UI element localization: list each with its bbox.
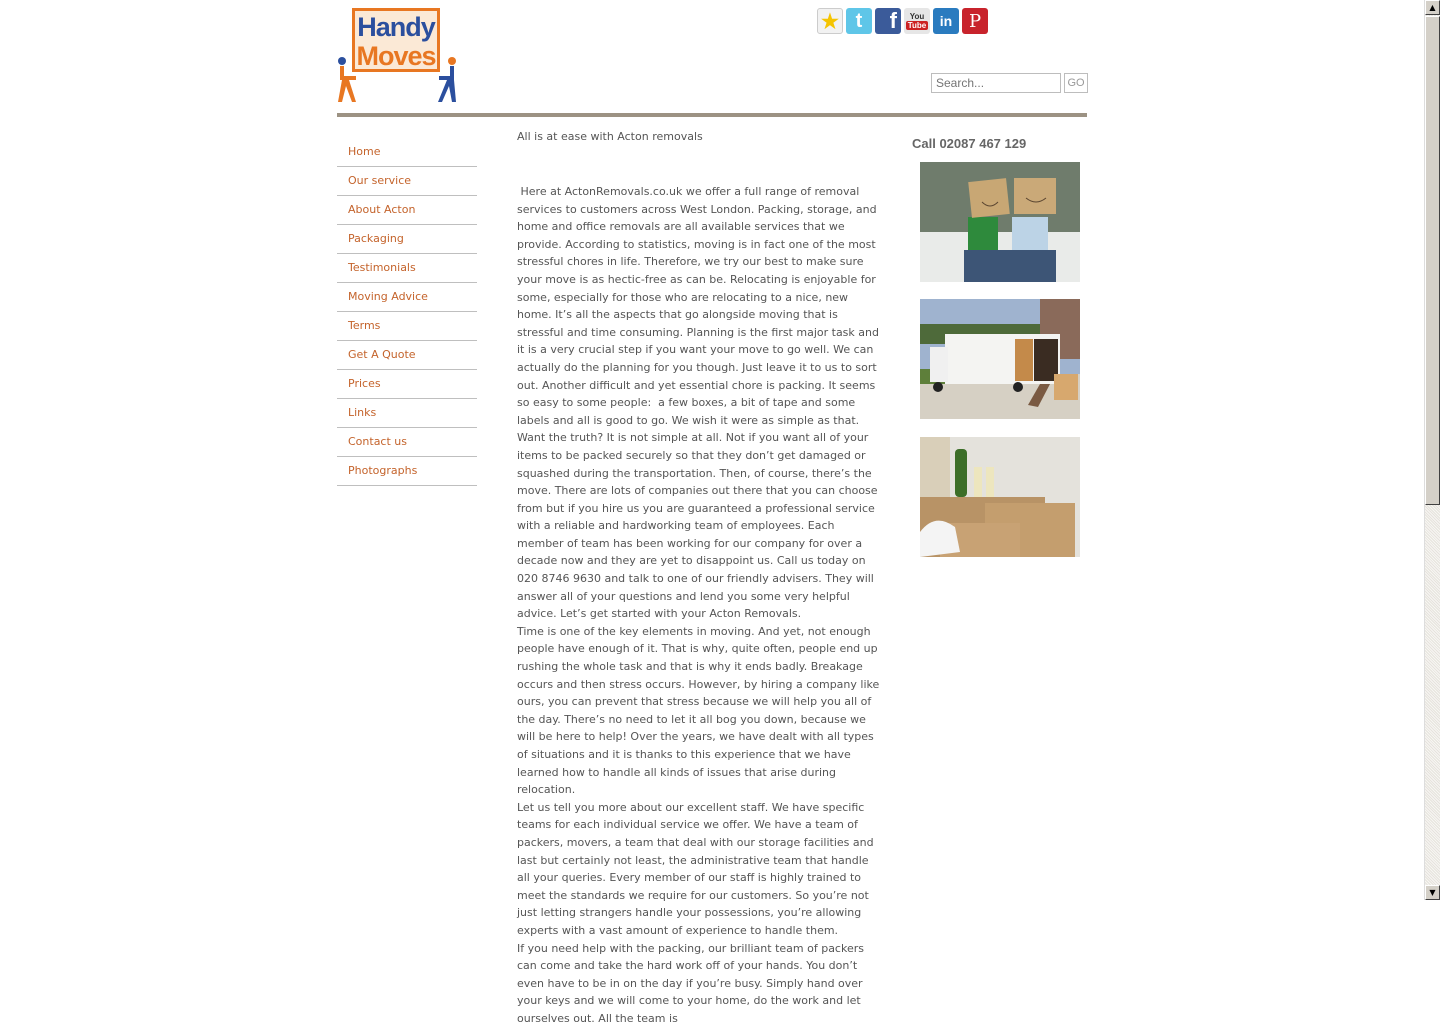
- vertical-scrollbar[interactable]: [1424, 0, 1440, 900]
- nav-item-prices[interactable]: Prices: [337, 370, 477, 399]
- scroll-up-arrow-icon[interactable]: ▲: [1425, 0, 1440, 15]
- nav-item-photographs[interactable]: Photographs: [337, 457, 477, 486]
- scroll-down-arrow-icon[interactable]: ▼: [1425, 885, 1440, 900]
- main-navigation: [337, 138, 477, 486]
- content-body: [517, 183, 882, 1028]
- facebook-icon[interactable]: [875, 8, 901, 34]
- nav-item-terms[interactable]: Terms: [337, 312, 477, 341]
- right-sidebar: [912, 136, 1087, 151]
- orange-mover-figure-icon: [337, 56, 361, 104]
- boxes-and-champagne-photo: [920, 437, 1080, 557]
- logo-text-moves: Moves: [356, 41, 436, 71]
- favorite-glyph: ★: [821, 10, 839, 33]
- moving-truck-image: [920, 299, 1080, 419]
- boxes-and-champagne-image: [920, 437, 1080, 557]
- social-icons: [817, 8, 988, 34]
- content-paragraph: If you need help with the packing, our brilliant team of packers can come and take the hard work off of your hands. You don’t even have to be in on the day if you’re busy. Simply hand over your keys and we will come to your home, do the work and let ourselves out. All the team is: [517, 941, 864, 1025]
- nav-item-about-acton[interactable]: About Acton: [337, 196, 477, 225]
- moving-truck-photo: [920, 299, 1080, 419]
- nav-item-packaging[interactable]: Packaging: [337, 225, 477, 254]
- nav-item-links[interactable]: Links: [337, 399, 477, 428]
- youtube-icon[interactable]: [904, 8, 930, 34]
- scrollbar-thumb[interactable]: [1425, 16, 1440, 505]
- twitter-icon[interactable]: [846, 8, 872, 34]
- handy-moves-logo[interactable]: [337, 6, 459, 106]
- couple-with-boxes-photo: [920, 162, 1080, 282]
- linkedin-icon[interactable]: [933, 8, 959, 34]
- facebook-glyph: f: [889, 8, 897, 33]
- couple-with-boxes-image: [920, 162, 1080, 282]
- favorite-star-icon[interactable]: [817, 8, 843, 34]
- header-divider: [337, 113, 1087, 117]
- logo-board: [352, 8, 440, 72]
- pinterest-glyph: P: [968, 10, 982, 32]
- nav-item-moving-advice[interactable]: Moving Advice: [337, 283, 477, 312]
- content-paragraph: Time is one of the key elements in moving. And yet, not enough people have enough of it. That is why, quite often, people end up rushing the whole task and that is why it ends badly. Breakage occurs and then stress occurs. However, by hiring a company like ours, you can prevent that stress because we will help you all of the day. There’s no need to let it all bog you down, because we will be here to help! Over the years, we have dealt with all types of situations and it is thanks to this experience that we have learned how to handle all kinds of issues that arise during relocation.: [517, 624, 880, 797]
- blue-mover-figure-icon: [435, 56, 459, 104]
- nav-item-contact-us[interactable]: Contact us: [337, 428, 477, 457]
- main-content: [517, 128, 882, 1028]
- nav-item-home[interactable]: Home: [337, 138, 477, 167]
- youtube-glyph-you: You: [909, 12, 925, 21]
- page-title: All is at ease with Acton removals: [517, 130, 703, 143]
- nav-item-our-service[interactable]: Our service: [337, 167, 477, 196]
- content-paragraph: Let us tell you more about our excellent staff. We have specific teams for each individual service we offer. We have a team of packers, movers, a team that deal with our storage facilities and last but certainly not least, the administrative team that handle all your queries. Every member of our staff is highly trained to meet the standards we require for our customers. So you’re not just letting strangers handle your possessions, you’re allowing experts with a vast amount of experience to handle them.: [517, 800, 874, 937]
- linkedin-glyph: in: [939, 13, 953, 29]
- search-input[interactable]: [931, 73, 1061, 93]
- search-form: [931, 73, 1088, 93]
- search-go-button[interactable]: GO: [1064, 73, 1088, 93]
- logo-text-handy: Handy: [357, 12, 435, 42]
- pinterest-icon[interactable]: [962, 8, 988, 34]
- youtube-glyph-tube: Tube: [907, 21, 927, 30]
- nav-item-testimonials[interactable]: Testimonials: [337, 254, 477, 283]
- nav-item-get-a-quote[interactable]: Get A Quote: [337, 341, 477, 370]
- phone-number: Call 02087 467 129: [912, 136, 1027, 151]
- content-paragraph: Here at ActonRemovals.co.uk we offer a full range of removal services to customers across West London. Packing, storage, and home and office removals are all available services that we provide. According to statistics, moving is in fact one of the most stressful chores in life. Therefore, we try our best to make sure your move is as hectic-free as can be. Relocating is enjoyable for some, especially for those who are relocating to a nice, new home. It’s all the aspects that go alongside moving that is stressful and time consuming. Planning is the first major task and it is a very crucial step if you want your move to go well. We can actually do the planning for you though. Just leave it to us to sort out. Another difficult and yet essential chore is packing. It seems so easy to some people: a few boxes, a bit of tape and some labels and all is good to go. We wish it were as simple as that. Want the truth? It is not simple at all. Not if you want all of your items to be packed securely so that they don’t get damaged or squashed during the transportation. Then, of course, there’s the move. There are lots of companies out there that you can choose from but if you hire us you are guaranteed a professional service with a reliable and hardworking team of employees. Each member of team has been working for our company for over a decade now and they are yet to disappoint us. Call us today on 020 8746 9630 and talk to one of our friendly advisers. They will answer all of your questions and lend you some very helpful advice. Let’s get started with your Acton Removals.: [517, 185, 883, 621]
- twitter-glyph: t: [855, 9, 863, 32]
